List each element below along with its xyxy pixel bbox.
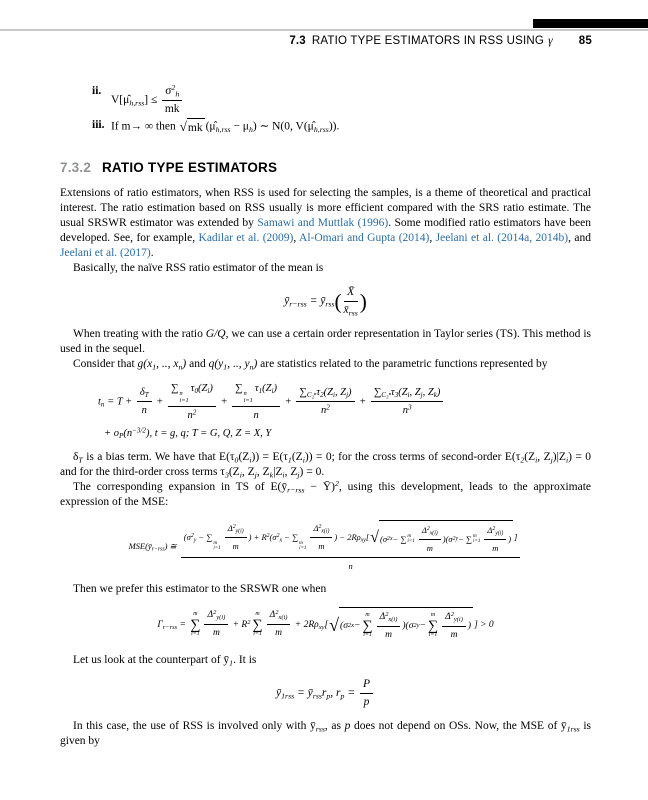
section-number: 7.3.2	[60, 160, 92, 175]
paragraph-mse-expansion: The corresponding expansion in TS of $E(ȳ_{r-rss}$ − Ȳ)$^2$, using this development, leads to the approximate expression of the MSE:	[60, 478, 591, 508]
header-rule	[0, 29, 648, 31]
list-item-ii-formula: $V[\mû_{h,rss}]$ ≤ $\frac{\sigma^2_h}{mk}$	[111, 84, 184, 117]
paragraph-counterpart: Let us look at the counterpart of $ȳ_1$. It is	[73, 653, 257, 668]
list-item-iii-formula: If m→ ∞ then √ mk $(\mû_{h,rss} - \mu_h)$ ∼ N(0, $V(\mû_{h,rss})$).	[111, 119, 340, 135]
citation-jeelani-2014a-2014b[interactable]: Jeelani et al. (2014a, 2014b)	[435, 232, 569, 244]
gamma-symbol: γ	[548, 35, 553, 47]
equation-y1rss: $ȳ_{1rss}$ = $ȳ_{rss}r_p$, $r_p$ = $\frac{P}{p}$	[60, 677, 591, 710]
equation-tn-line2: + $o_P(n^{-3/2})$, t = g, q; T = G, Q, Z = X, Y	[104, 426, 272, 440]
list-item-ii-label: ii.	[92, 85, 102, 97]
page-content	[60, 84, 591, 749]
running-head-section-number: 7.3	[289, 35, 306, 47]
equation-tn-line1: $t_n = T$ + $\frac{\delta_T}{n}$ + ∑ n i=1 $\tau_0(Z_i)$ $n^2$ + ∑ n i=1 $\tau_1(Z_i)$ n + $\frac{\sum_{C_2^n}\tau_2(Z_i, Z_j)}{n^2}$ + $\frac{\sum_{C_3^n}\tau_3(Z_i, Z_j, Z_k)}{n^3}$	[98, 381, 591, 423]
list-item-iii-label: iii.	[92, 119, 105, 131]
paragraph-in-this-case: In this case, the use of RSS is involved only with $ȳ_{rss}$, as p does not depend on OSs. Now, the MSE of $ȳ_{1rss}$ is given by	[60, 719, 592, 747]
property-list	[92, 84, 591, 136]
paragraph-extensions: Extensions of ratio estimators, when RSS is used for selecting the samples, is a theme of theoretical and practical interest. The ratio estimation based on RSS usually is more efficient compared with the SRS ratio estimate. The usual SRSWR estimator was extended by Samawi and Muttlak (1996). Some modified ratio estimators have been developed. See, for example, Kadilar et al. (2009), Al-Omari and Gupta (2014), Jeelani et al. (2014a, 2014b), and Jeelani et al. (2017).	[60, 187, 592, 259]
page-number: 85	[578, 35, 592, 47]
paragraph-bias-term: $\delta_T$ is a bias term. We have that $E(\tau_0(Z_i)) = E(\tau_1(Z_i)) = 0$; for the cross terms of second-order $E(\tau_2(Z_i$, $Z_j)|Z_i) = 0$ and for the third-order cross terms $\tau_3(Z_i$, $Z_j$, $Z_k|Z_i$, $Z_j) = 0$.	[60, 450, 591, 480]
equation-tn-expansion	[98, 381, 591, 441]
paragraph-consider: Consider that $g(x_1$, .., $x_n$) and $q(y_1$, .., $y_n$) are statistics related to the parametric functions represented by	[73, 358, 548, 372]
citation-samawi-muttlak-1996[interactable]: Samawi and Muttlak (1996)	[257, 217, 389, 229]
list-item-ii	[92, 84, 591, 117]
paragraph-basically: Basically, the naïve RSS ratio estimator of the mean is	[73, 262, 324, 274]
list-item-iii	[92, 118, 591, 136]
paragraph-prefer-srswr: Then we prefer this estimator to the SRSWR one when	[73, 582, 327, 595]
paragraph-taylor-series: When treating with the ratio G/Q, we can use a certain order representation in Taylor series (TS). This method is used in the sequel.	[60, 328, 591, 355]
citation-jeelani-2017[interactable]: Jeelani et al. (2017)	[60, 247, 151, 259]
equation-naive-ratio-estimator: $ȳ_{r-rss}$ = $ȳ_{rss}$( $\frac{X̄}{x̄_{rss}}$ )	[284, 286, 367, 318]
section-title: RATIO TYPE ESTIMATORS	[101, 160, 278, 175]
equation-gamma-condition: $\Gamma_{r-rss}$ = m ∑ i=1 $\frac{\Delta^2_{y(i)}}{m}$ + $R^2$ m ∑ i=1 $\frac{\Delta^2_{x(i)}}{m}$ + $2R\rho_{xy}$[ √ (σ 2 x − m ∑ i=1 $\frac{\Delta^2_{x(i)}}{m}$ )(σ 2 y − m ∑ i=1 $\frac{\Delta^2_{y(i)}}{m}$ ) ] > 0	[60, 607, 591, 643]
citation-alomari-gupta-2014[interactable]: Al-Omari and Gupta (2014)	[299, 232, 430, 244]
page-corner-bar	[533, 19, 648, 28]
equation-mse: $MSE(ȳ_{r-rss})$ ≅ ($\sigma^2_y$ − ∑ m i=1 $\frac{\Delta^2_{y(i)}}{m}$ ) + $R^2(\sigma^2_x$ − ∑ m i=1 $\frac{\Delta^2_{x(i)}}{m}$ ) − $2R\rho_{xy}$[ √ (σ 2 x − ∑ m i=1 $\frac{\Delta^2_{x(i)}}{m}$ )(σ 2 y − ∑ m i=1 $\frac{\Delta^2_{y(i)}}{m}$ ) ] n	[60, 520, 591, 574]
running-head	[0, 35, 592, 47]
citation-kadilar-2009[interactable]: Kadilar et al. (2009)	[198, 232, 294, 244]
running-head-title: RATIO TYPE ESTIMATORS IN RSS USING	[311, 35, 545, 47]
section-heading	[60, 160, 591, 175]
